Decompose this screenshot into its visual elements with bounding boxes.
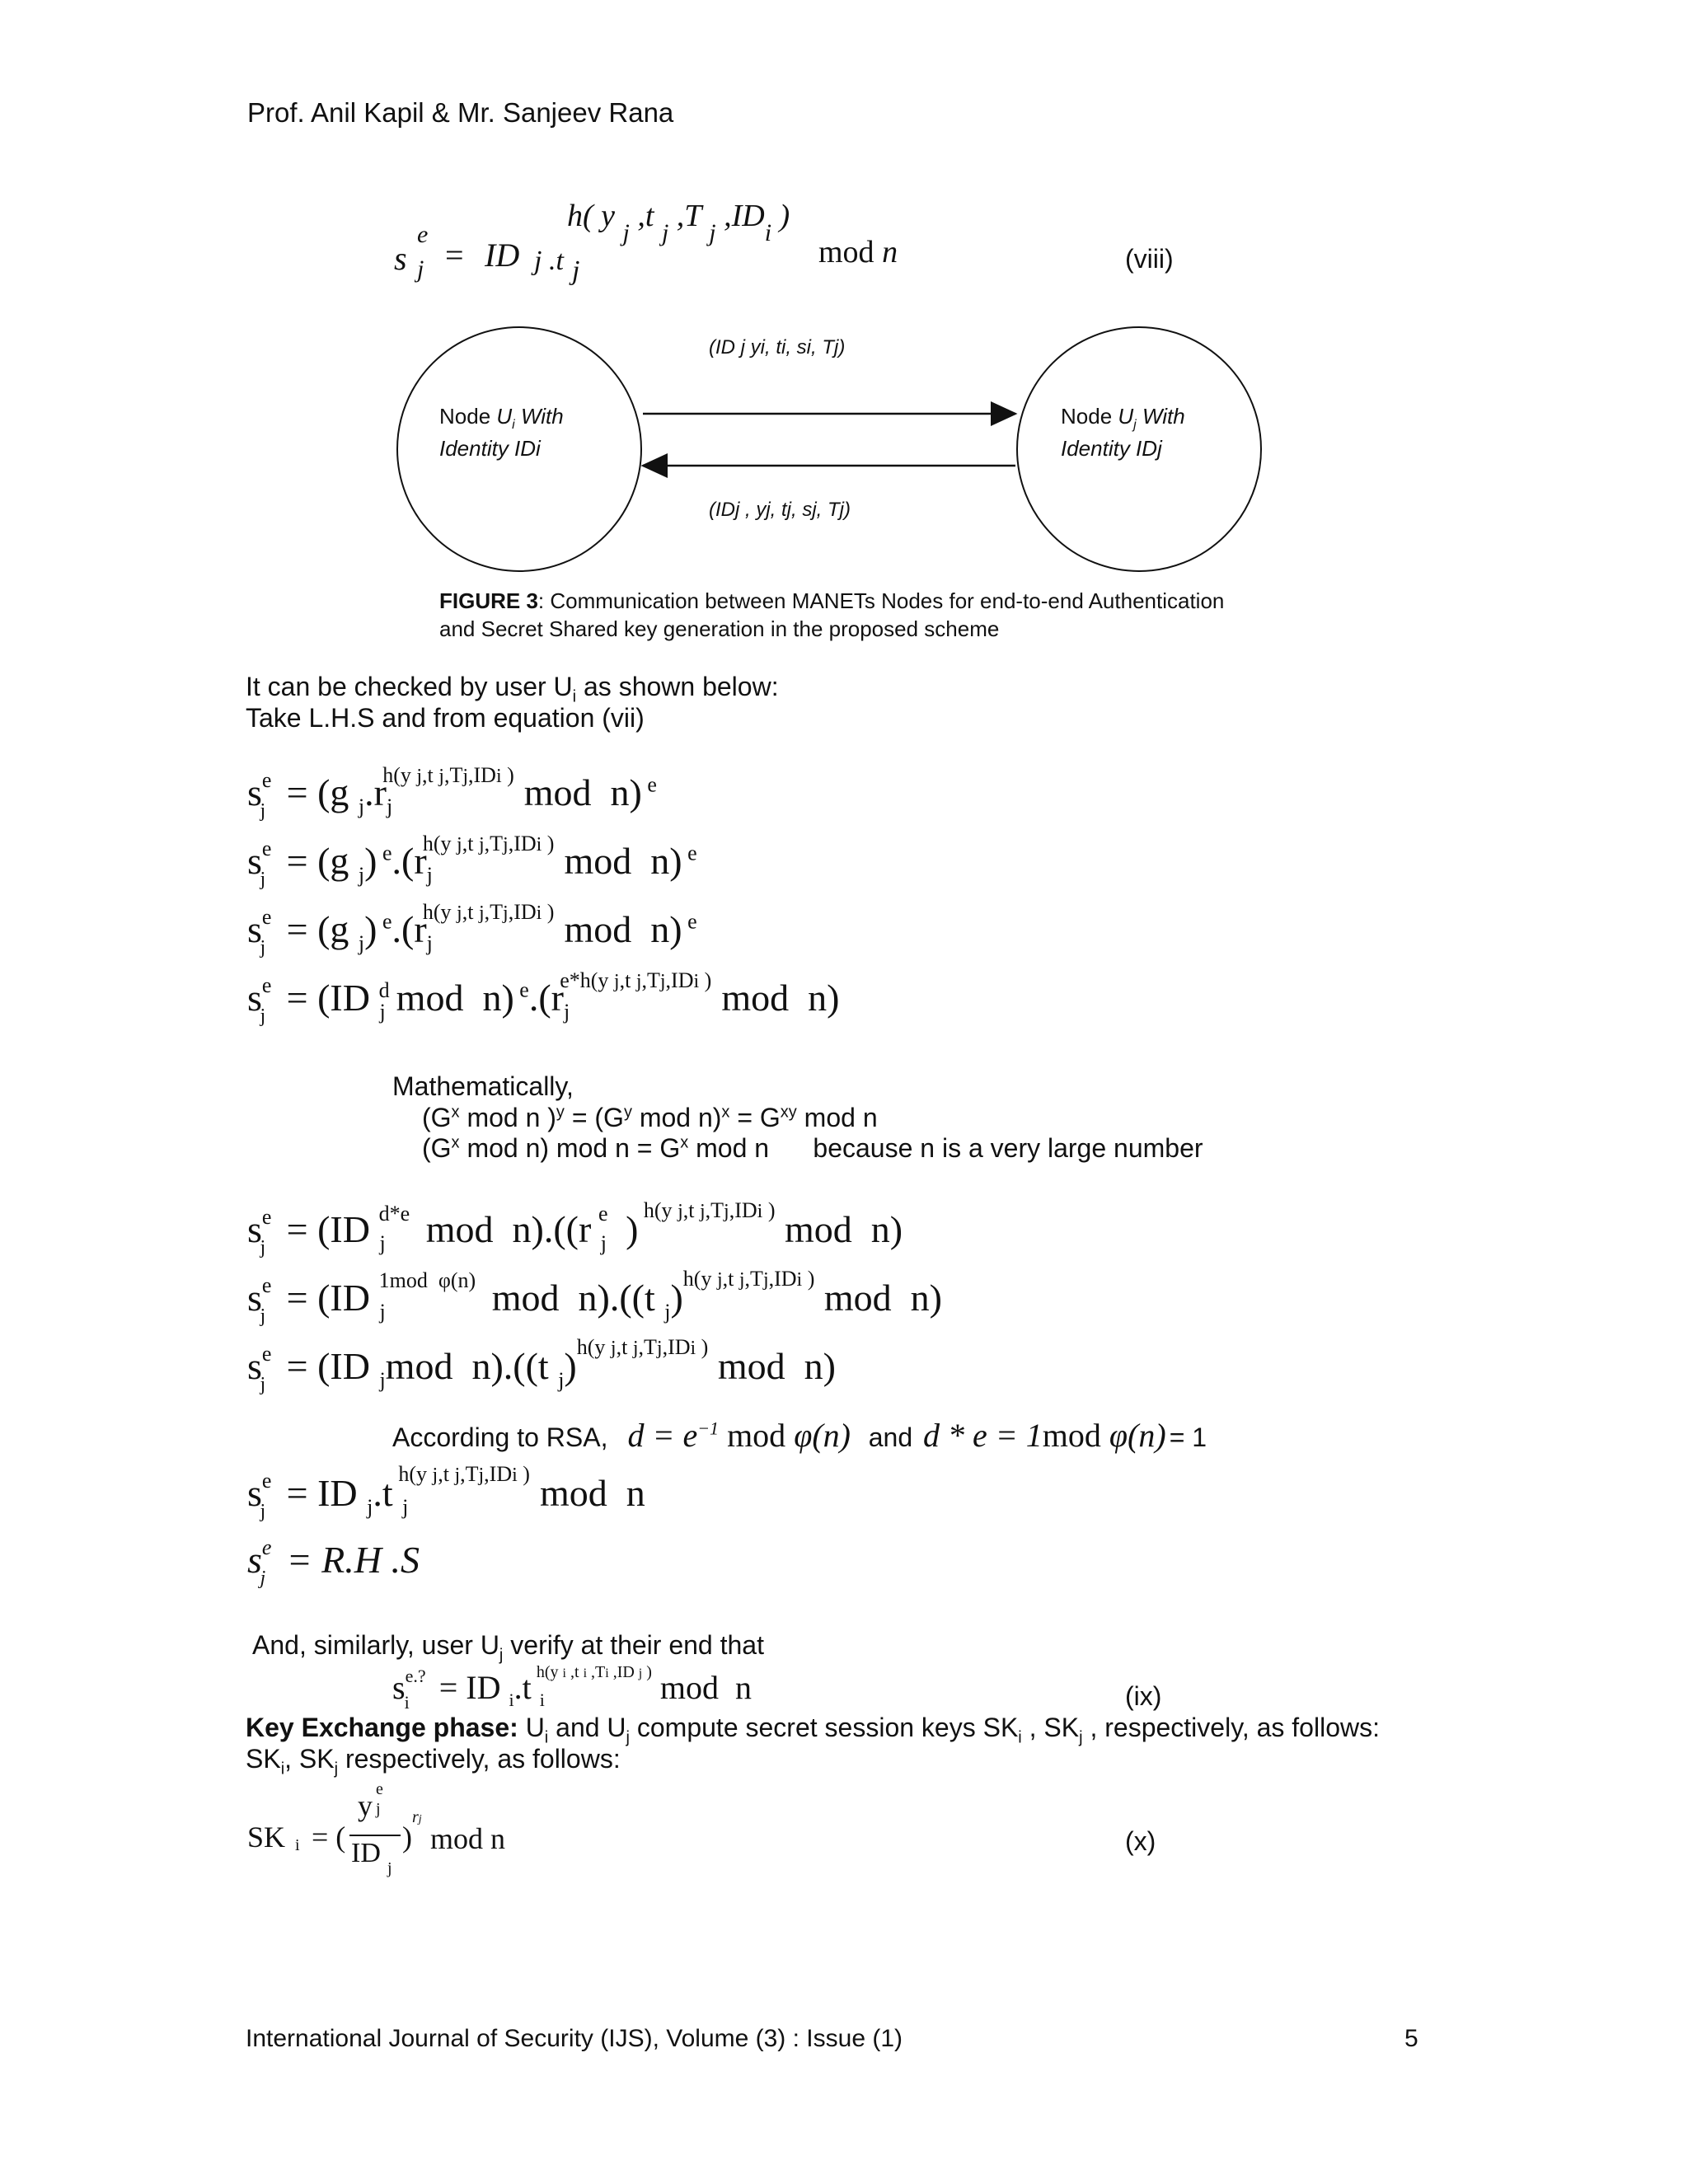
derivation-eq-1: $s^e_j = (g$ $_j.r_j^{h(y j,t j,Tj,IDi )}$ mod n) $^e$ [247, 762, 657, 822]
footer-journal: International Journal of Security (IJS), Volume (3) : Issue (1) [246, 2025, 903, 2052]
derivation-eq-7: $s^e_j = (ID$ $_j$mod n).((t $_j$)$^{h(y j,t j,Tj,IDi )}$ mod n) [247, 1334, 836, 1395]
key-exchange-line-2: $SK_i$, $SK_j$ respectively, as follows: [246, 1744, 621, 1779]
node-uj-label: Node $U_j$ With Identity IDj [1061, 404, 1185, 461]
derivation-eq-5: $s^e_j = (ID$ $_j^{d*e}$ mod n).((r $_j^e$ ) $^{h(y j,t j,Tj,IDi )}$ mod n) [247, 1197, 903, 1258]
running-header: Prof. Anil Kapil & Mr. Sanjeev Rana [247, 97, 674, 128]
math-note-line-1: ($G^x$ mod n )$^y = (G^y$ mod $n)^x = G^{xy}$ mod n [422, 1103, 878, 1132]
similarly-text: And, similarly, user $U_j$ verify at their end that [252, 1630, 764, 1665]
derivation-eq-8: $s^e_j$ = ID $_j$.t $_j^{h(y j,t j,Tj,IDi )}$ mod n [247, 1461, 645, 1522]
equation-ix: $s^{e.?}_i$ = ID $_i$.t $_i^{h(y i ,t i ,Ti ,ID j )}$ mod n [392, 1662, 753, 1713]
arrow-bottom-label: (IDj , yj, tj, sj, Tj) [709, 499, 851, 521]
key-exchange-line-1: Key Exchange phase: $U_i$ and $U_j$ compute secret session keys $SK_i$ , $SK_j$ , respectively, as follows: [246, 1713, 1380, 1747]
derivation-eq-rhs: $s^e_j = R.H$ .S [247, 1535, 420, 1589]
equation-viii-label: (viii) [1125, 244, 1174, 274]
rsa-note: According to RSA, $d = e^{-1}$ mod φ(n) and d * e = 1mod φ(n) = 1 [392, 1417, 1207, 1454]
derivation-eq-4: $s^e_j = (ID$ $_j^d$ mod n) $^e.(r_j^{e*h(y j,t j,Tj,IDi )}$ mod n) [247, 968, 840, 1027]
equation-ix-label: (ix) [1125, 1681, 1162, 1711]
check-line-2: Take L.H.S and from equation (vii) [246, 703, 645, 733]
equation-x: SK i = ( y e j ID j ) rj mod n [247, 1780, 506, 1877]
check-line-1: It can be checked by user $U_i$ as shown below: [246, 672, 779, 706]
equation-x-label: (x) [1125, 1826, 1156, 1856]
derivation-eq-2: $s^e_j = (g$ $_j$) $^e.(r_j^{h(y j,t j,Tj,IDi )}$ mod n) $^e$ [247, 831, 697, 890]
derivation-eq-3: $s^e_j = (g$ $_j$) $^e.(r_j^{h(y j,t j,Tj,IDi )}$ mod n) $^e$ [247, 899, 697, 958]
derivation-eq-6: $s^e_j = (ID$ $_j^{1mod \varphi(n)}$ mod n).((t $_j$)$^{h(y j,t j,Tj,IDi )}$ mod n) [247, 1266, 942, 1327]
math-note-line-2: ($G^x$ mod n) mod $n = G^x$ mod n because n is a very large number [422, 1133, 1203, 1163]
arrow-top-label: (ID j yi, ti, si, Tj) [709, 336, 846, 359]
math-note-title: Mathematically, [392, 1071, 574, 1101]
equation-viii: s e j = ID j .t j h( y $_j$ ,t $_j$ ,T $_j$ $,ID_i$ ) mod n [394, 199, 898, 286]
node-ui-label: Node $U_i$ With Identity IDi [439, 404, 564, 461]
figure-caption: FIGURE 3: Communication between MANETs Nodes for end-to-end Authentication and Secret Shared key generation in the proposed scheme [439, 588, 1225, 641]
footer-page-number: 5 [1404, 2025, 1418, 2052]
